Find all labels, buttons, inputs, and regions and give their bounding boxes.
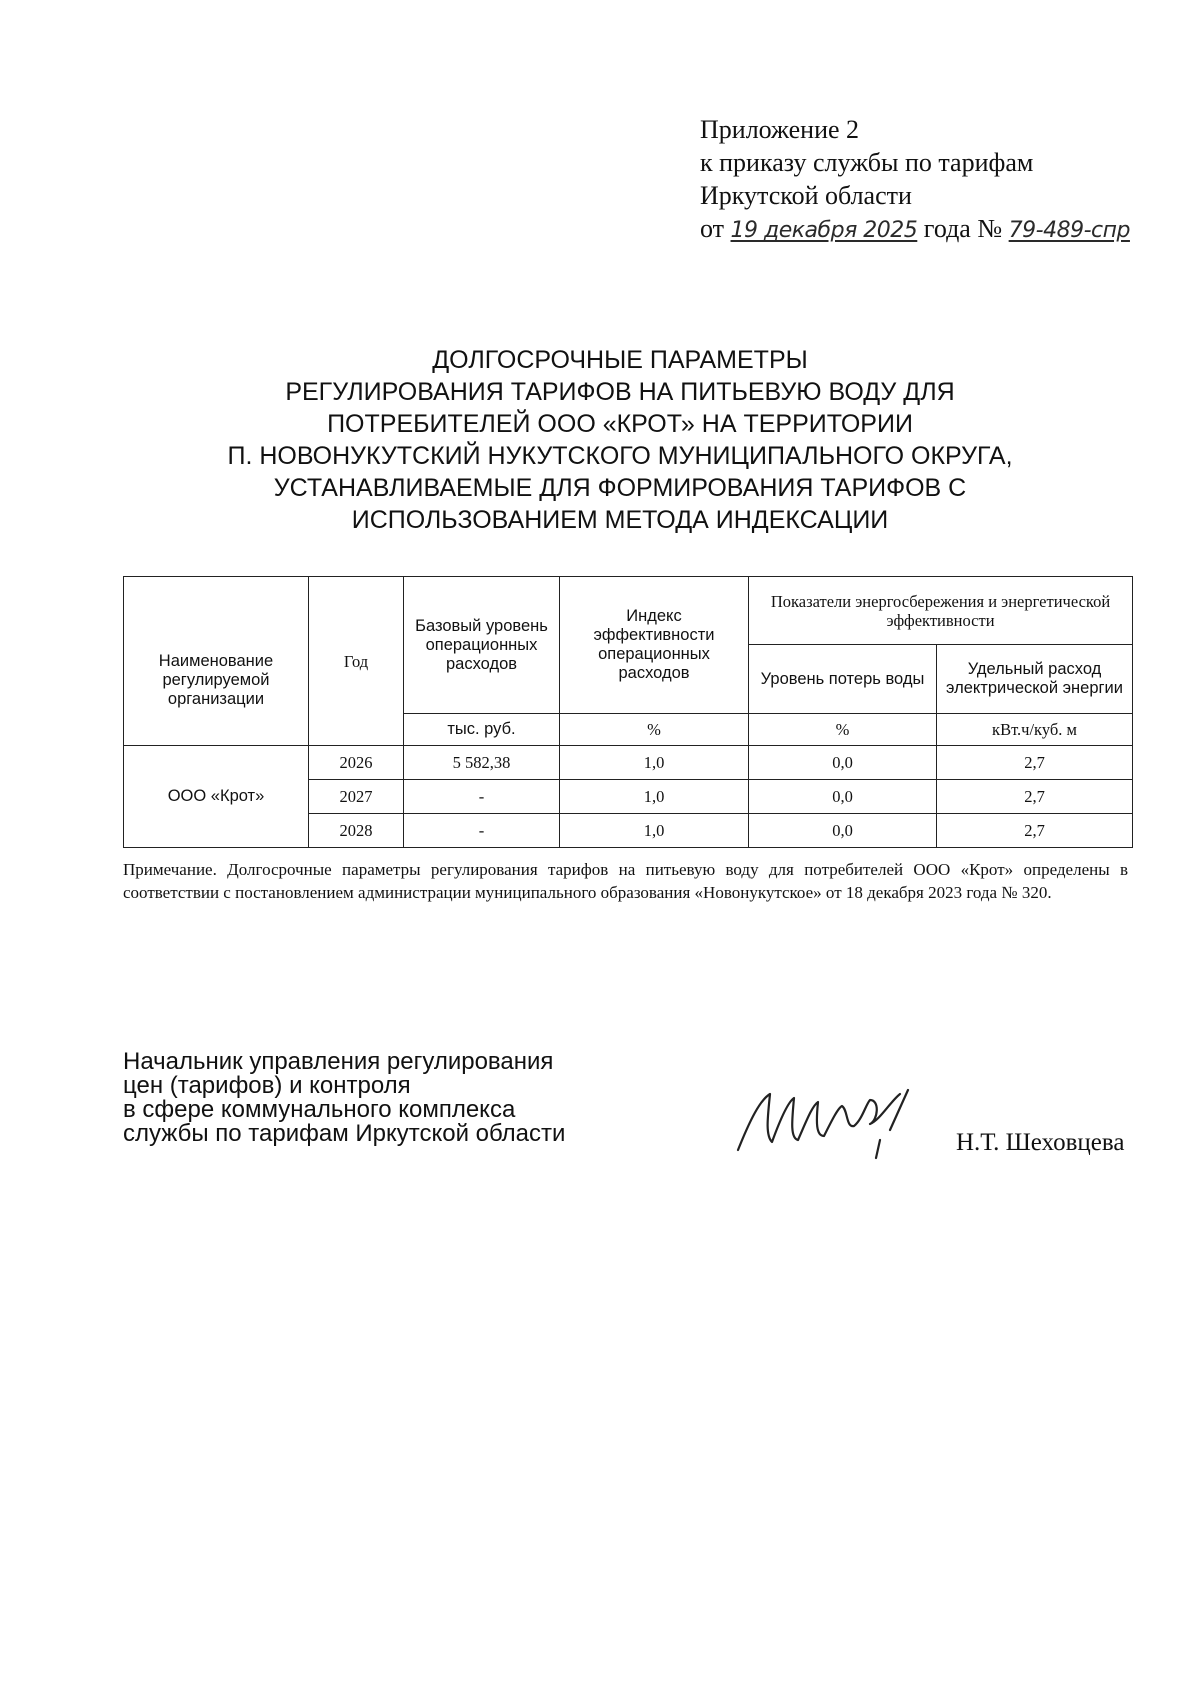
title-line: УСТАНАВЛИВАЕМЫЕ ДЛЯ ФОРМИРОВАНИЯ ТАРИФОВ С (273, 474, 967, 502)
header-org: Наименование регулируемой организации (124, 577, 309, 746)
header-energy-group: Показатели энергосбережения и энергетической эффективности (749, 577, 1133, 645)
water-losses-cell: 0,0 (749, 814, 937, 848)
power-consumption-cell: 2,7 (937, 814, 1133, 848)
power-consumption-cell: 2,7 (937, 746, 1133, 780)
header-year: Год (309, 577, 404, 746)
appendix-line-3: Иркутской области (700, 181, 912, 210)
title-line: ИСПОЛЬЗОВАНИЕМ МЕТОДА ИНДЕКСАЦИИ (351, 506, 889, 534)
appendix-header (700, 113, 1130, 247)
power-consumption-cell: 2,7 (937, 780, 1133, 814)
org-name-cell: ООО «Крот» (124, 746, 309, 848)
date-prefix: от (700, 214, 725, 243)
water-losses-cell: 0,0 (749, 746, 937, 780)
base-cost-cell: - (404, 780, 560, 814)
position-line: Начальник управления регулирования (123, 1048, 554, 1075)
position-line: службы по тарифам Иркутской области (123, 1120, 566, 1147)
header-base-cost: Базовый уровень операционных расходов (404, 577, 560, 714)
year-cell: 2028 (309, 814, 404, 848)
title-line: ДОЛГОСРОЧНЫЕ ПАРАМЕТРЫ (432, 346, 808, 374)
parameters-table (123, 576, 1133, 848)
title-line: РЕГУЛИРОВАНИЯ ТАРИФОВ НА ПИТЬЕВУЮ ВОДУ ДЛЯ (285, 378, 955, 406)
position-line: цен (тарифов) и контроля (123, 1072, 411, 1099)
handwritten-signature (730, 1080, 930, 1160)
water-losses-cell: 0,0 (749, 780, 937, 814)
base-cost-cell: 5 582,38 (404, 746, 560, 780)
header-efficiency-index: Индекс эффективности операционных расходов (560, 577, 749, 714)
year-cell: 2027 (309, 780, 404, 814)
table-row (124, 746, 1133, 780)
header-water-losses: Уровень потерь воды (749, 645, 937, 714)
signatory-position (123, 1050, 565, 1146)
title-line: П. НОВОНУКУТСКИЙ НУКУТСКОГО МУНИЦИПАЛЬНОГО ОКРУГА, (227, 442, 1013, 470)
title-line: ПОТРЕБИТЕЛЕЙ ООО «КРОТ» НА ТЕРРИТОРИИ (327, 410, 913, 438)
efficiency-index-cell: 1,0 (560, 780, 749, 814)
appendix-line-2: к приказу службы по тарифам (700, 148, 1034, 177)
unit-power-consumption: кВт.ч/куб. м (937, 714, 1133, 746)
position-line: в сфере коммунального комплекса (123, 1096, 516, 1123)
year-cell: 2026 (309, 746, 404, 780)
unit-efficiency-index: % (560, 714, 749, 746)
order-number-label: года № (923, 214, 1003, 243)
handwritten-order-number: 79-489-спр (1008, 218, 1130, 243)
header-power-consumption: Удельный расход электрической энергии (937, 645, 1133, 714)
unit-base-cost: тыс. руб. (404, 714, 560, 746)
efficiency-index-cell: 1,0 (560, 746, 749, 780)
unit-water-losses: % (749, 714, 937, 746)
table-note: Примечание. Долгосрочные параметры регулирования тарифов на питьевую воду для потребителей ООО «Крот» определены в соответствии с постановлением администрации муниципального образования «Новонукутское» от 18 декабря 2023 года № 320. (123, 860, 1128, 902)
base-cost-cell: - (404, 814, 560, 848)
appendix-line-1: Приложение 2 (700, 115, 860, 144)
handwritten-date: 19 декабря 2025 (730, 218, 918, 243)
signer-name: Н.Т. Шеховцева (956, 1129, 1125, 1156)
document-title (180, 344, 1060, 536)
efficiency-index-cell: 1,0 (560, 814, 749, 848)
appendix-date-line (700, 212, 1130, 247)
